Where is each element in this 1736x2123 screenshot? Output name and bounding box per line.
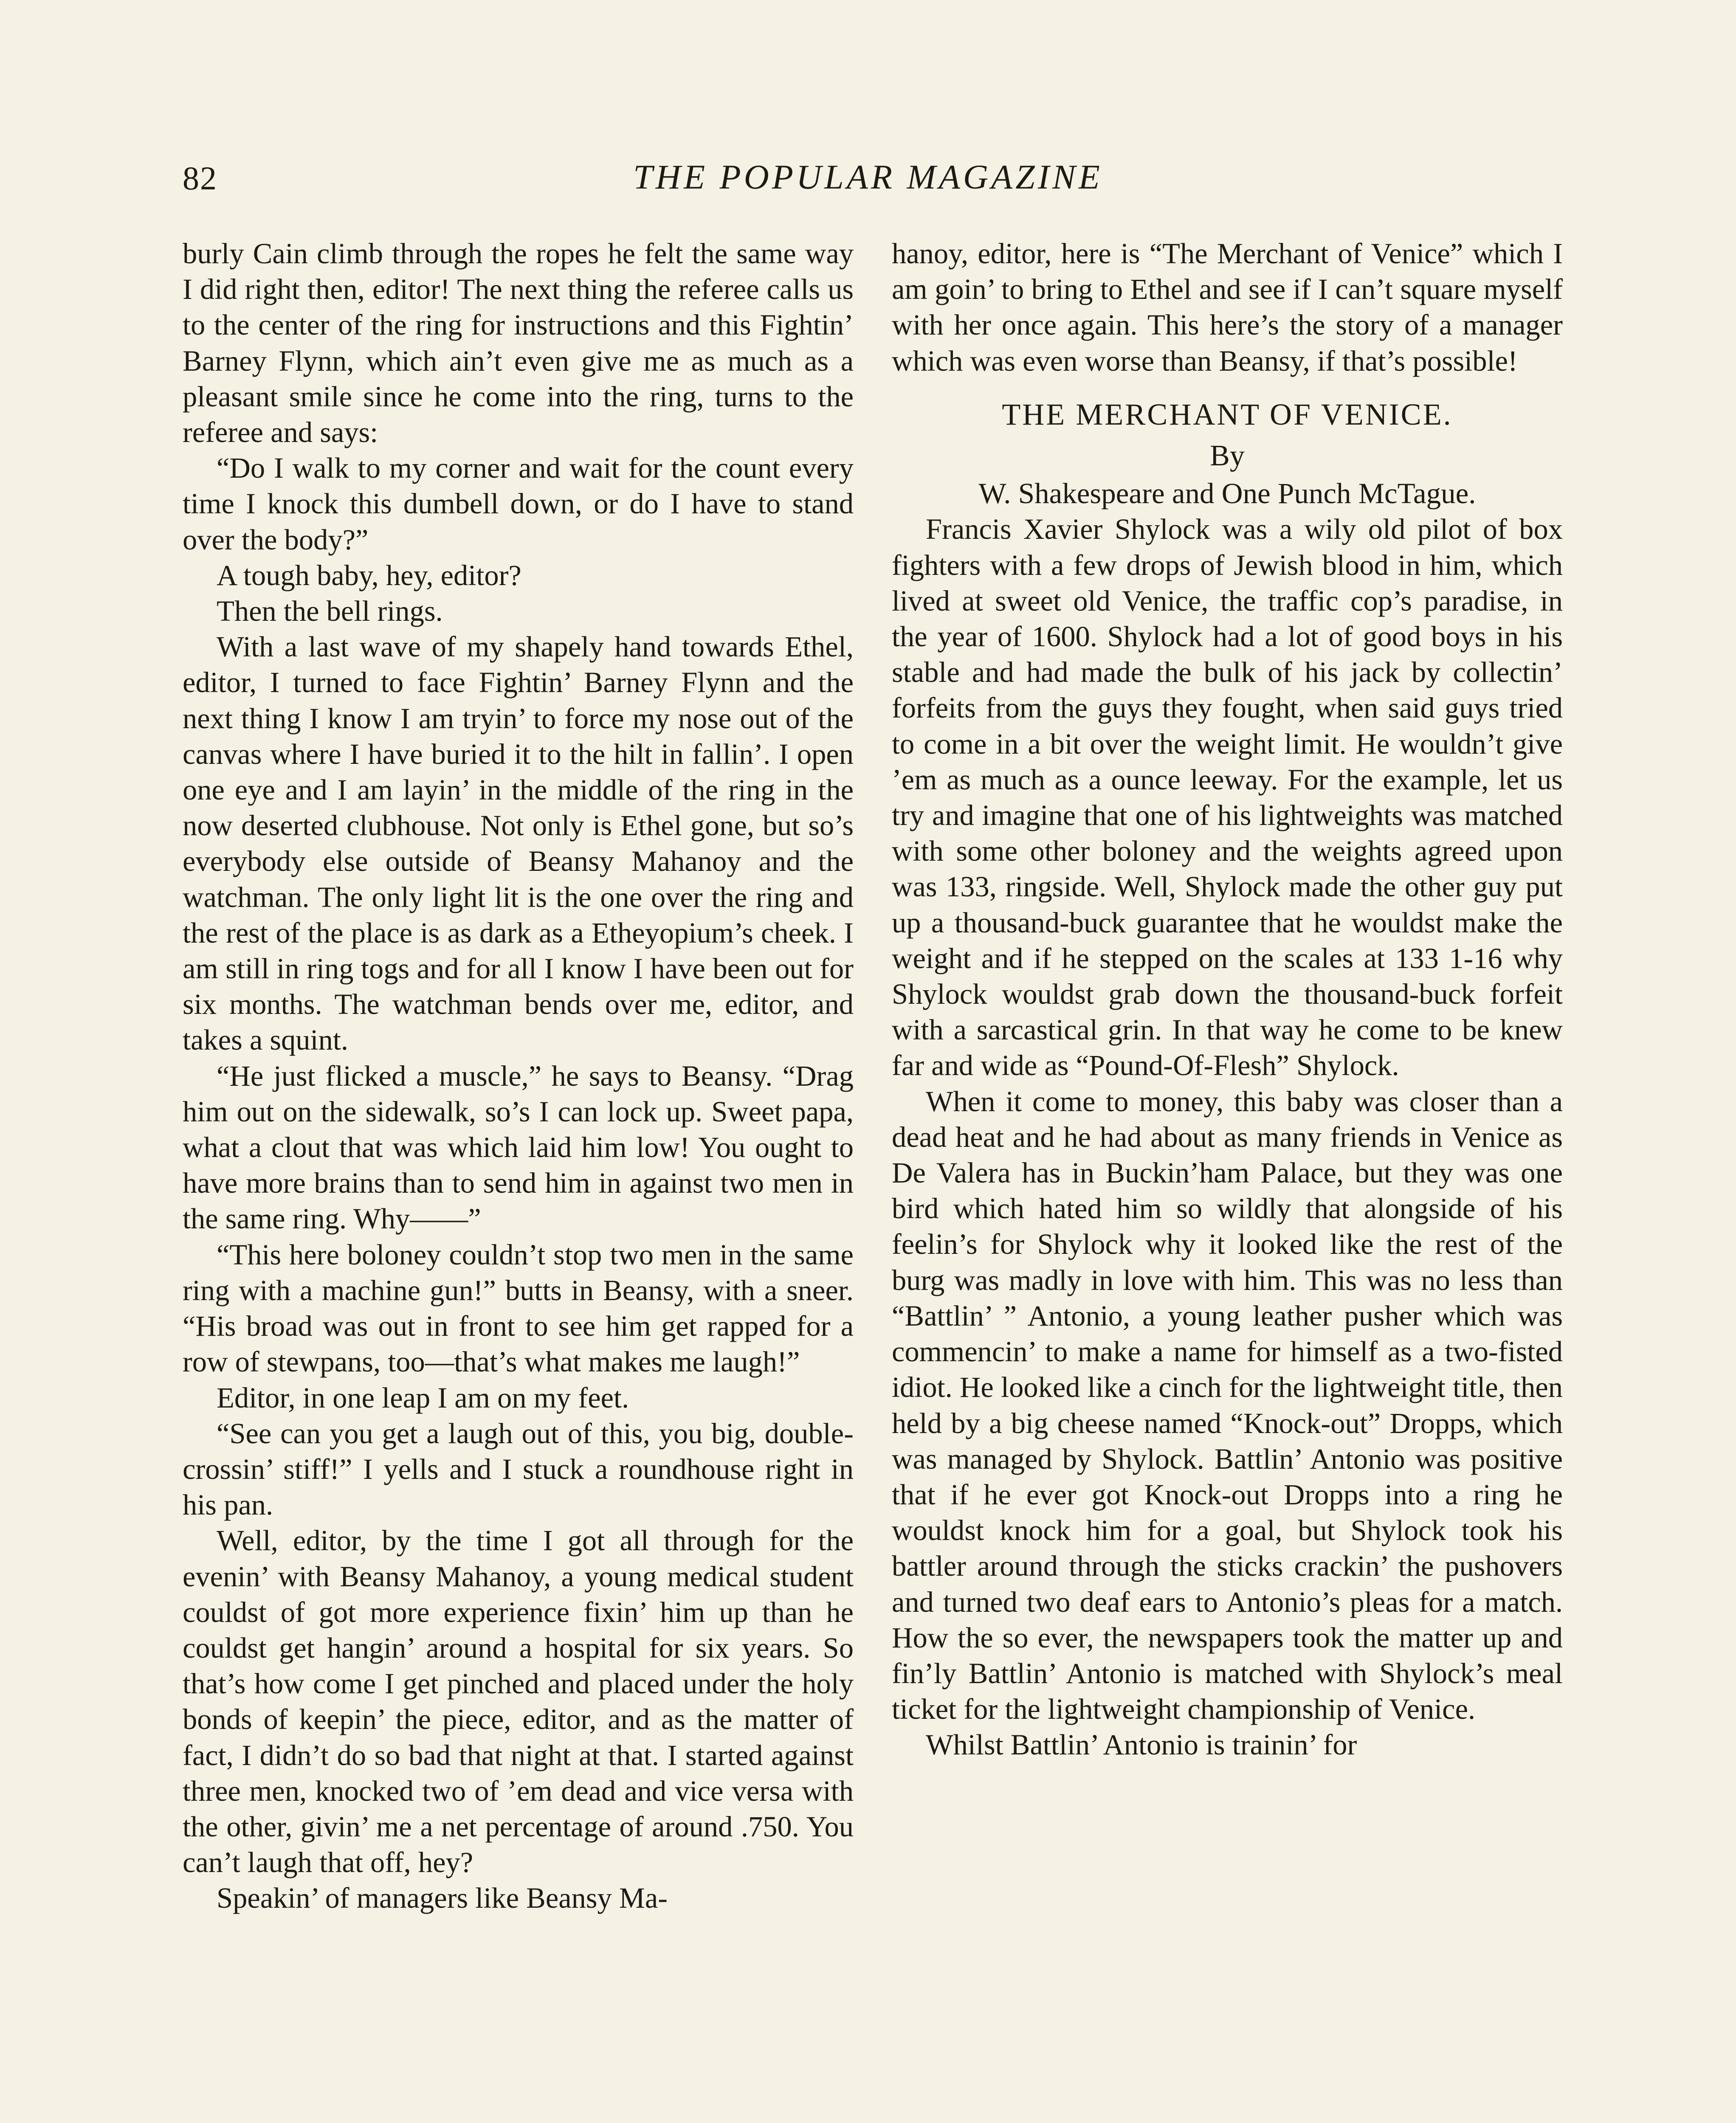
paragraph: When it come to money, this baby was closer than a dead heat and he had about as many friends in Venice as De Valera has in Buckin’ham Palace, but they was one bird which hated him so wildly that alongside of his feelin’s for Shylock why it looked like the rest of the burg was madly in love with him. This was no less than “Battlin’ ” Antonio, a young leather pusher which was commencin’ to make a name for himself as a two-fisted idiot. He looked like a cinch for the lightweight title, then held by a big cheese named “Knock-out” Dropps, which was managed by Shylock. Battlin’ Antonio was positive that if he ever got Knock-out Dropps into a ring he wouldst knock him for a goal, but Shylock took his battler around through the sticks crackin’ the pushovers and turned two deaf ears to Antonio’s pleas for a match. How the so ever, the newspapers took the matter up and fin’ly Battlin’ Antonio is matched with Shylock’s meal ticket for the lightweight championship of Venice. [892, 1085, 1563, 1726]
paragraph: “He just flicked a muscle,” he says to Beansy. “Drag him out on the sidewalk, so’s I can lock up. Sweet papa, what a clout that was which laid him low! You ought to have more brains than to send him in against two men in the same ring. Why——” [183, 1059, 854, 1235]
paragraph: Francis Xavier Shylock was a wily old pilot of box fighters with a few drops of Jewish blood in him, which lived at sweet old Venice, the traffic cop’s paradise, in the year of 1600. Shylock had a lot of good boys in his stable and had made the bulk of his jack by collectin’ forfeits from the guys they fought, when said guys tried to come in a bit over the weight limit. He wouldn’t give ’em as much as a ounce leeway. For the example, let us try and imagine that one of his lightweights was matched with some other boloney and the weights agreed upon was 133, ringside. Well, Shylock made the other guy put up a thousand-buck guarantee that he wouldst make the weight and if he stepped on the scales at 133 1-16 why Shylock wouldst grab down the thousand-buck forfeit with a sarcastical grin. In that way he come to be knew far and wide as “Pound-Of-Flesh” Shylock. [892, 513, 1563, 1082]
running-head: THE POPULAR MAGAZINE [633, 158, 1103, 196]
paragraph: burly Cain climb through the ropes he felt the same way I did right then, editor! The next thing the referee calls us to the center of the ring for instructions and this Fightin’ Barney Flynn, which ain’t even give me as much as a pleasant smile since he come into the ring, turns to the referee and says: [183, 237, 854, 449]
right-column [892, 236, 1563, 1763]
paragraph: “Do I walk to my corner and wait for the count every time I knock this dumbell down, or do I have to stand over the body?” [183, 452, 854, 556]
paragraph: Whilst Battlin’ Antonio is trainin’ for [926, 1729, 1357, 1761]
left-column [183, 236, 854, 1916]
paragraph: Well, editor, by the time I got all through for the evenin’ with Beansy Mahanoy, a young medical student couldst of got more experience fixin’ him up than he couldst get hangin’ around a hospital for six years. So that’s how come I get pinched and placed under the holy bonds of keepin’ the piece, editor, and as the matter of fact, I didn’t do so bad that night at that. I started against three men, knocked two of ’em dead and vice versa with the other, givin’ me a net percentage of around .750. You can’t laugh that off, hey? [183, 1524, 854, 1879]
paragraph: A tough baby, hey, editor? [217, 559, 521, 591]
paragraph: Editor, in one leap I am on my feet. [217, 1381, 629, 1414]
paragraph: “See can you get a laugh out of this, you big, double-crossin’ stiff!” I yells and I stuck a roundhouse right in his pan. [183, 1417, 854, 1521]
paragraph: With a last wave of my shapely hand towards Ethel, editor, I turned to face Fightin’ Barney Flynn and the next thing I know I am tryin’ to force my nose out of the canvas where I have buried it to the hilt in fallin’. I open one eye and I am layin’ in the middle of the ring in the now deserted clubhouse. Not only is Ethel gone, but so’s everybody else outside of Beansy Mahanoy and the watchman. The only light lit is the one over the ring and the rest of the place is as dark as a Etheyopium’s cheek. I am still in ring togs and for all I know I have been out for six months. The watchman bends over me, editor, and takes a squint. [183, 631, 854, 1056]
article-by: By [1210, 439, 1245, 473]
article-title: THE MERCHANT OF VENICE. [1002, 397, 1453, 431]
article-byline: W. Shakespeare and One Punch McTague. [978, 477, 1476, 510]
page-number: 82 [183, 160, 217, 197]
paragraph: “This here boloney couldn’t stop two men in the same ring with a machine gun!” butts in Beansy, with a sneer. “His broad was out in front to see him get rapped for a row of stewpans, too—that’s what makes me laugh!” [183, 1238, 854, 1378]
paragraph: hanoy, editor, here is “The Merchant of Venice” which I am goin’ to bring to Ethel and see if I can’t square myself with her once again. This here’s the story of a manager which was even worse than Beansy, if that’s possible! [892, 237, 1563, 377]
paragraph: Speakin’ of managers like Beansy Ma- [217, 1882, 668, 1915]
paragraph: Then the bell rings. [217, 595, 443, 628]
